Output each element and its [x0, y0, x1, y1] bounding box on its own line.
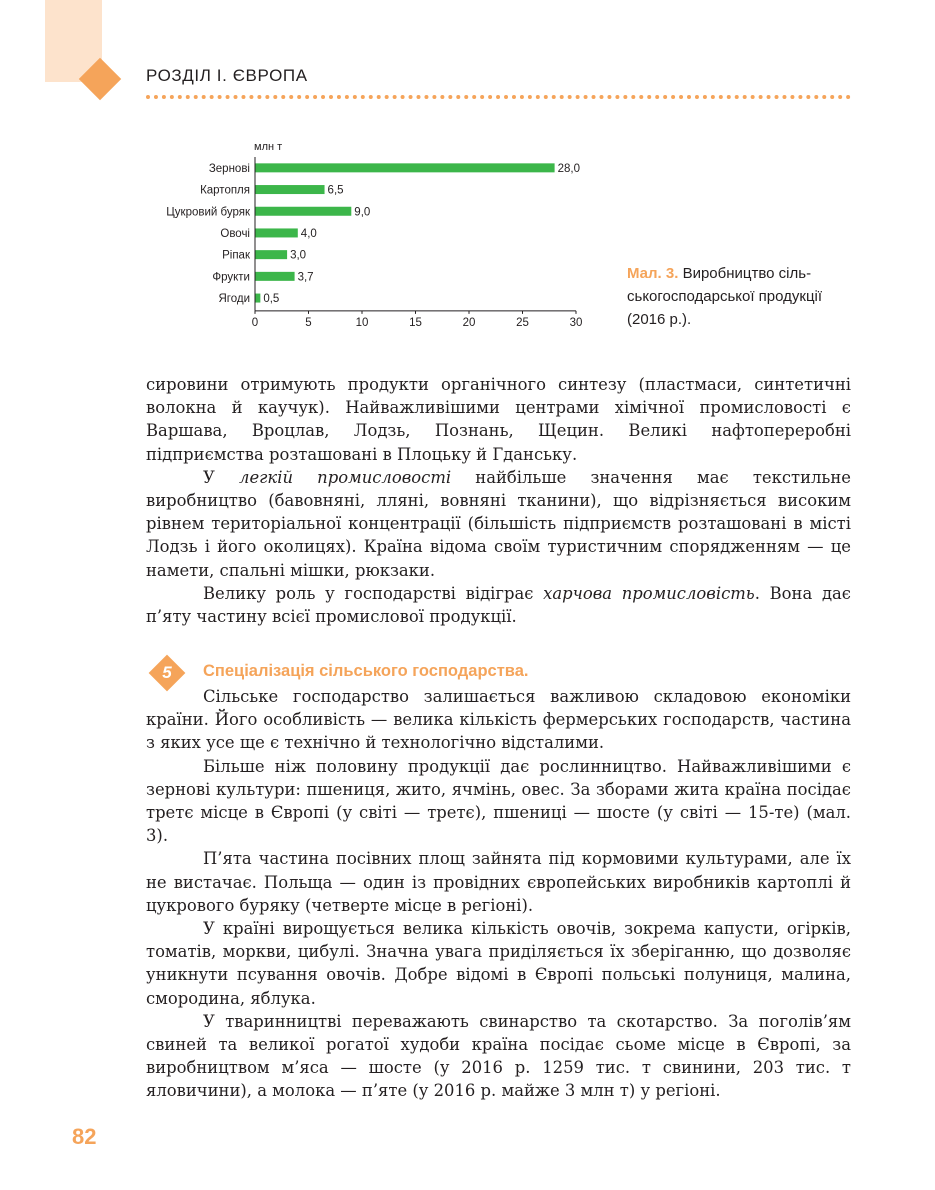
figure-caption [627, 262, 862, 331]
page-number: 82 [72, 1124, 97, 1149]
paragraph: Більше ніж половину продукції дає рослинництво. Найважливішими є зернові культури: пшениця, жито, ячмінь, овес. За зборами жита країна посідає третє місце в Європі (у світі — третє), пшениці — шосте (у світі — 15-те) (мал. 3). [146, 756, 851, 846]
text-block-top [146, 373, 851, 628]
bar [255, 294, 260, 303]
x-tick-label: 5 [305, 316, 312, 329]
category-label: Ріпак [222, 249, 250, 262]
bar [255, 250, 287, 259]
data-label: 3,7 [297, 271, 314, 284]
x-tick-label: 25 [516, 316, 529, 329]
header-divider [146, 95, 851, 99]
category-label: Зернові [208, 162, 250, 175]
production-bar-chart [140, 135, 600, 330]
paragraph: У легкій промисловості найбільше значення має текстильне виробництво (бавовняні, лляні, вовняні тканини), що відрізняється високим рівнем територіальної концентрації (більшість підприємств розташовані в місті Лодзь і його околицях). Країна відома своїм туристичним спорядженням — це намети, спальні мішки, рюкзаки. [146, 467, 851, 580]
emphasis: харчова промисловість [543, 583, 755, 603]
x-tick-label: 20 [462, 316, 476, 329]
caption-label: Мал. 3. [627, 265, 679, 282]
x-tick-label: 15 [409, 316, 422, 329]
bar [255, 185, 325, 194]
x-tick-label: 30 [569, 316, 583, 329]
data-label: 0,5 [263, 293, 280, 306]
paragraph: сировини отримують продукти органічного синтезу (пластмаси, синтетичні волокна й каучук). Найважливішими центрами хімічної промисловості є Варшава, Вроцлав, Лодзь, Познань, Щецин. Великі нафтопереробні підприємства розташовані в Плоцьку й Гданську. [146, 375, 851, 464]
paragraph: У країні вирощується велика кількість овочів, зокрема капусти, огірків, томатів, моркви, цибулі. Значна увага приділяється їх зберіганню, що дозволяє уникнути псування овочів. Добре відомі в Європі польські полуниця, малина, смородина, яблука. [146, 919, 851, 1008]
data-label: 6,5 [327, 184, 344, 197]
data-label: 3,0 [290, 249, 307, 262]
caption-text: Виробництво сільськогосподарської продукції (2016 р.). [627, 265, 823, 328]
category-label: Ягоди [218, 293, 250, 306]
chart-unit-label: млн т [254, 141, 283, 153]
emphasis: легкій промисловості [239, 467, 452, 487]
paragraph: У тваринництві переважають свинарство та скотарство. За поголів’ям свиней та великої рогатої худоби країна посідає сьоме місце в Європі, за виробництвом м’яса — шосте (у 2016 р. 1259 тис. т свинини, 203 тис. т яловичини), а молока — п’яте (у 2016 р. майже 3 млн т) у регіоні. [146, 1011, 851, 1101]
paragraph: Велику роль у господарстві відіграє харчова промисловість. Вона дає п’яту частину всієї промислової продукції. [146, 583, 851, 627]
category-label: Фрукти [212, 271, 250, 284]
x-tick-label: 10 [355, 316, 369, 329]
section-title: РОЗДІЛ І. ЄВРОПА [146, 66, 308, 85]
section-heading: Спеціалізація сільського господарства. [203, 662, 529, 680]
bar [255, 228, 298, 237]
paragraph: Сільське господарство залишається важливою складовою економіки країни. Його особливість — велика кількість фермерських господарств, частина з яких усе ще є технічно й технологічно відсталими. [146, 687, 851, 753]
x-tick-label: 0 [251, 316, 259, 329]
category-label: Картопля [200, 184, 250, 197]
paragraph: П’ята частина посівних площ зайнята під кормовими культурами, але їх не вистачає. Польща — один із провідних європейських виробників картоплі й цукрового буряку (четверте місце в регіоні). [146, 849, 851, 915]
bar [255, 272, 295, 281]
category-label: Цукровий буряк [166, 206, 250, 219]
text-block-bottom [146, 685, 851, 1103]
data-label: 4,0 [300, 227, 317, 240]
category-label: Овочі [220, 227, 250, 240]
bar [255, 163, 555, 172]
data-label: 9,0 [354, 206, 371, 219]
section-number: 5 [162, 663, 172, 682]
data-label: 28,0 [557, 162, 580, 175]
bar [255, 207, 351, 216]
